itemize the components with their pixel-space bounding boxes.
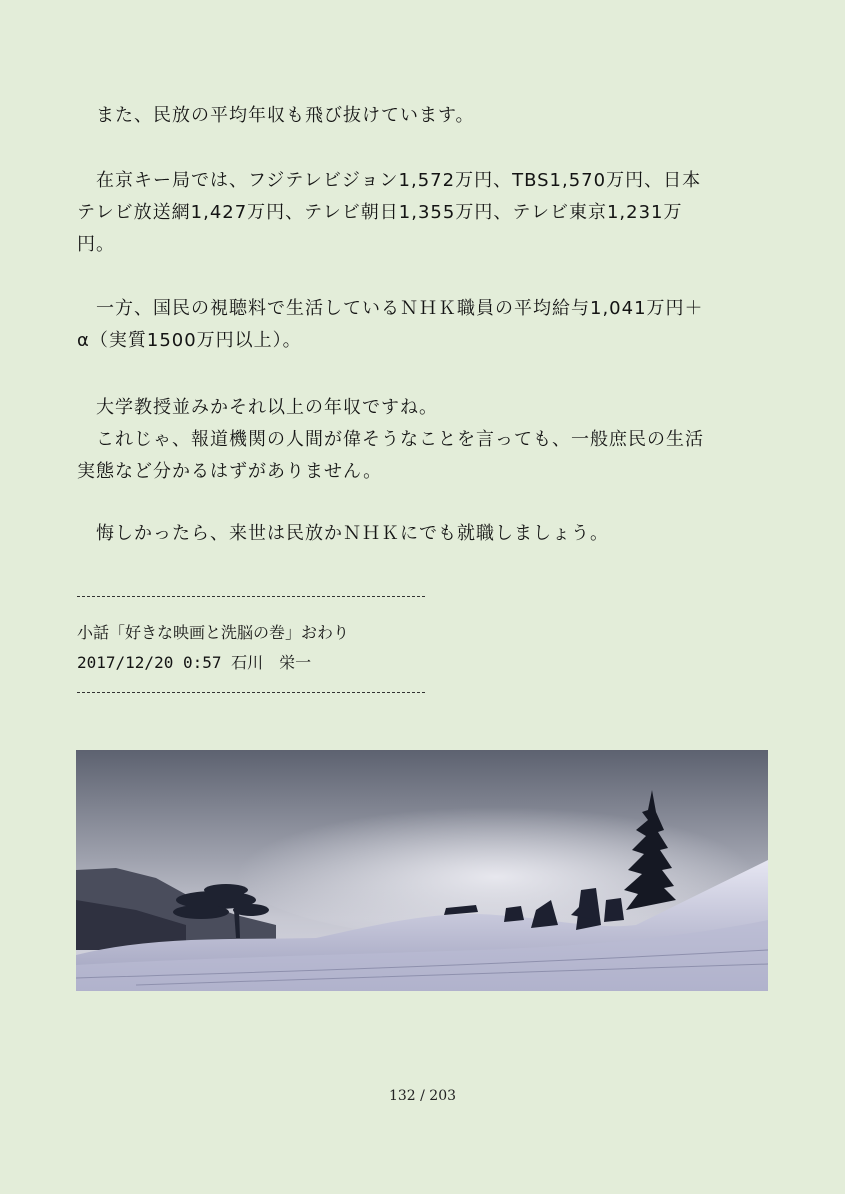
paragraph-line: 在京キー局では、フジテレビジョン1,572万円、TBS1,570万円、日本 (77, 170, 702, 191)
date-author-line: 2017/12/20 0:57 石川 栄一 (77, 653, 312, 672)
snow-landscape-image (76, 750, 768, 991)
paragraph-line: 悔しかったら、来世は民放かＮＨＫにでも就職しましょう。 (77, 523, 609, 544)
paragraph-line: 大学教授並みかそれ以上の年収ですね。 (77, 397, 438, 418)
story-end-title: 小話「好きな映画と洗脳の巻」おわり (77, 623, 350, 642)
page-number: 132 / 203 (388, 1088, 457, 1104)
paragraph-line: これじゃ、報道機関の人間が偉そうなことを言っても、一般庶民の生活 (77, 429, 704, 450)
dashed-divider-bottom (77, 692, 425, 693)
paragraph-line: 円。 (77, 234, 115, 255)
paragraph-line: テレビ放送網1,427万円、テレビ朝日1,355万円、テレビ東京1,231万 (77, 202, 683, 223)
paragraph-line: 一方、国民の視聴料で生活しているＮＨＫ職員の平均給与1,041万円＋ (77, 298, 704, 319)
dashed-divider-top (77, 596, 425, 597)
snowy-landscape-photo (76, 750, 768, 991)
paragraph-line: また、民放の平均年収も飛び抜けています。 (77, 105, 475, 126)
paragraph-line: α（実質1500万円以上）。 (77, 330, 302, 351)
paragraph-line: 実態など分かるはずがありません。 (77, 461, 383, 482)
